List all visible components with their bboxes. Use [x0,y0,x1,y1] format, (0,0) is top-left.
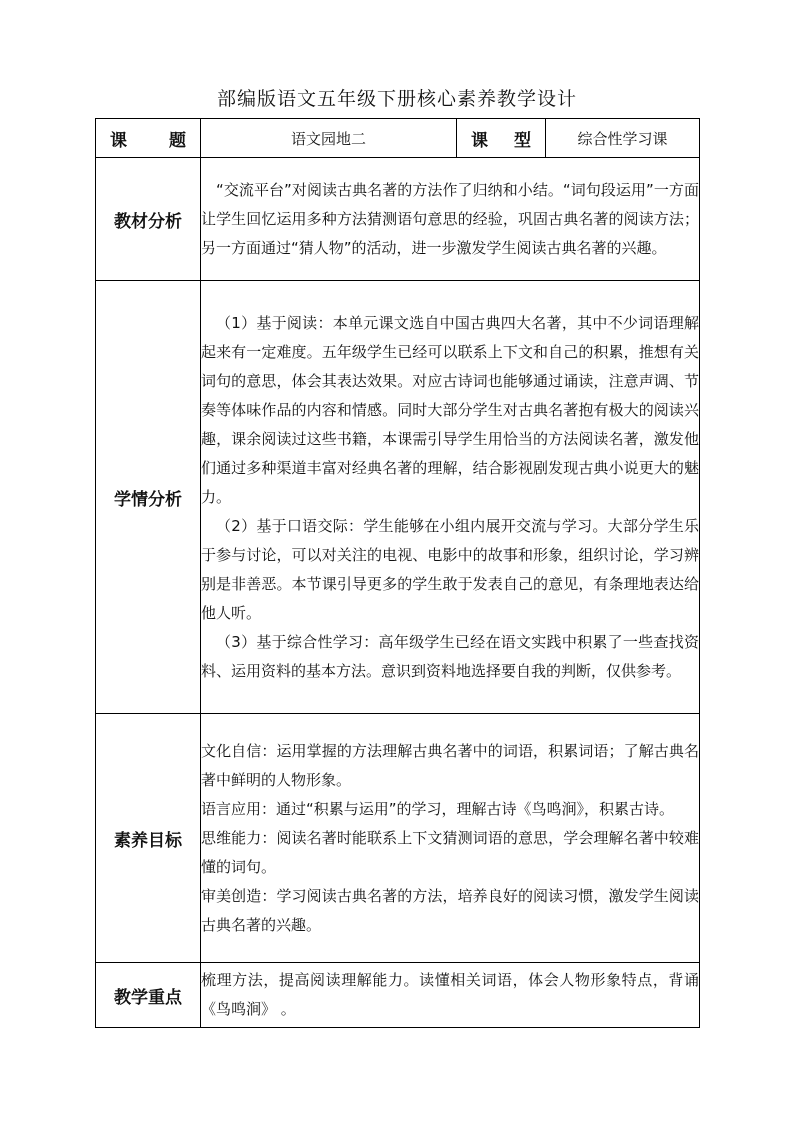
header-row [96,119,700,158]
lesson-plan-table [95,118,700,1028]
student-row [96,281,700,714]
topic-label-char-1: 课 [110,130,127,151]
material-label: 教材分析 [96,158,201,281]
goals-row [96,714,700,963]
material-text: “交流平台”对阅读古典名著的方法作了归纳和小结。“词句段运用”一方面让学生回忆运用多种方法猜测语句意思的经验，巩固古典名著的阅读方法；另一方面通过“猜人物”的活动，进一步激发学生阅读古典名著的兴趣。 [201,180,699,257]
focus-row [96,963,700,1028]
topic-label-char-2: 题 [169,130,186,151]
type-label-char-2: 型 [514,130,531,151]
focus-content [201,963,700,1028]
topic-value: 语文园地二 [201,119,457,158]
document-title: 部编版语文五年级下册核心素养教学设计 [216,88,577,110]
type-label [457,119,546,158]
student-content [201,281,700,714]
goal-culture: 文化自信：运用掌握的方法理解古典名著中的词语，积累词语；了解古典名著中鲜明的人物形象。 [201,741,699,789]
goals-content [201,714,700,963]
goal-aesthetic: 审美创造：学习阅读古典名著的方法，培养良好的阅读习惯，激发学生阅读古典名著的兴趣。 [201,886,699,934]
focus-label: 教学重点 [96,963,201,1028]
type-label-char-1: 课 [471,130,488,151]
material-content [201,158,700,281]
goals-label: 素养目标 [96,714,201,963]
goal-language: 语言应用：通过“积累与运用”的学习，理解古诗《鸟鸣涧》，积累古诗。 [201,799,675,818]
goal-thinking: 思维能力：阅读名著时能联系上下文猜测词语的意思，学会理解名著中较难懂的词句。 [201,828,699,876]
student-paragraph-3: （3）基于综合性学习：高年级学生已经在语文实践中积累了一些查找资料、运用资料的基本方法。意识到资料地选择要自我的判断，仅供参考。 [201,632,699,680]
student-paragraph-1: （1）基于阅读：本单元课文选自中国古典四大名著，其中不少词语理解起来有一定难度。五年级学生已经可以联系上下文和自己的积累，推想有关词句的意思，体会其表达效果。对应古诗词也能够通过诵读，注意声调、节奏等体味作品的内容和情感。同时大部分学生对古典名著抱有极大的阅读兴趣，课余阅读过这些书籍，本课需引导学生用恰当的方法阅读名著，激发他们通过多种渠道丰富对经典名著的理解，结合影视剧发现古典小说更大的魅力。 [201,313,699,506]
student-paragraph-2: （2）基于口语交际：学生能够在小组内展开交流与学习。大部分学生乐于参与讨论，可以对关注的电视、电影中的故事和形象，组织讨论，学习辨别是非善恶。本节课引导更多的学生敢于发表自己的意见，有条理地表达给他人听。 [201,516,699,622]
type-value: 综合性学习课 [546,119,700,158]
focus-text: 梳理方法，提高阅读理解能力。读懂相关词语，体会人物形象特点，背诵《鸟鸣涧》 。 [201,971,699,1018]
student-label: 学情分析 [96,281,201,714]
topic-label [96,119,201,158]
material-row [96,158,700,281]
